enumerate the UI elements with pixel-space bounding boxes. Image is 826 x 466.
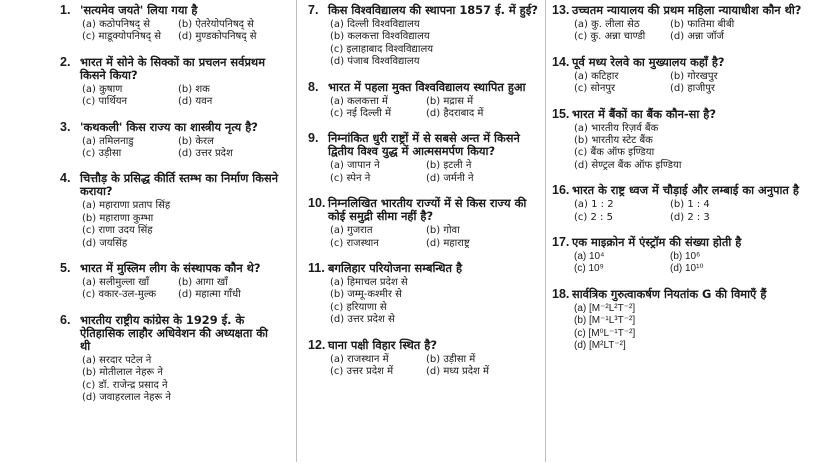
question-text: भारत में मुस्लिम लीग के संस्थापक कौन थे? <box>80 261 261 276</box>
answer-option: (c) माडूक्योपनिषद् से <box>82 31 161 43</box>
answer-option: (a) दिल्ली विश्वविद्यालय <box>330 19 420 30</box>
answer-options <box>60 19 280 44</box>
question-column-3 <box>552 0 822 466</box>
answer-options <box>552 303 822 353</box>
question-text: पूर्व मध्य रेलवे का मुख्यालय कहाँ है? <box>572 54 725 69</box>
answer-options <box>60 200 280 250</box>
question-block <box>308 4 538 69</box>
option-row <box>82 136 280 148</box>
question-block <box>552 56 822 96</box>
question-text: भारत में पहला मुक्त विश्वविद्यालय स्थापित हुआ <box>328 79 526 94</box>
question-text: निम्नांकित धुरी राष्ट्रों में से सबसे अन्त में किसने द्वितीय विश्व युद्ध में आत्मसमर्पण किया? <box>328 131 520 159</box>
question-number: 5. <box>60 261 71 276</box>
question-block <box>60 121 280 161</box>
question-header <box>552 4 822 17</box>
answer-option: (c) [M⁰L⁻¹T⁻²] <box>574 327 636 339</box>
answer-option: (b) गोवा <box>426 225 460 237</box>
answer-option: (b) महाराणा कुम्भा <box>82 212 154 224</box>
option-row <box>330 173 538 185</box>
answer-option: (d) 10¹⁰ <box>670 263 704 275</box>
question-block <box>552 288 822 353</box>
question-number: 9. <box>308 131 319 146</box>
question-text: घाना पक्षी विहार स्थित है? <box>328 337 437 352</box>
answer-options <box>60 136 280 161</box>
answer-option: (d) महात्मा गाँधी <box>178 289 241 301</box>
question-number: 1. <box>60 3 71 17</box>
answer-options <box>60 355 280 405</box>
question-text: भारत के राष्ट्र ध्वज में चौड़ाई और लम्बाई का अनुपात है <box>572 183 799 198</box>
question-number: 10. <box>308 196 326 211</box>
question-number: 3. <box>60 119 71 134</box>
question-block <box>552 236 822 276</box>
answer-option: (d) मुण्डकोपनिषद् से <box>178 31 257 43</box>
answer-option: (d) हाजीपुर <box>670 83 716 95</box>
answer-option: (b) [M⁻¹L³T⁻²] <box>574 315 636 327</box>
answer-option: (d) मध्य प्रदेश में <box>426 366 490 378</box>
answer-options <box>308 277 538 327</box>
answer-options <box>552 123 822 173</box>
answer-option: (b) केरल <box>178 135 214 147</box>
answer-option: (c) उत्तर प्रदेश में <box>330 366 394 378</box>
question-column-1 <box>60 0 280 466</box>
question-text: एक माइक्रोन में एंस्ट्रॉम की संख्या होती है <box>572 235 742 250</box>
answer-options <box>552 251 822 276</box>
option-row <box>82 96 280 108</box>
question-text: भारत में सोने के सिक्कों का प्रचलन सर्वप्रथम किसने किया? <box>80 54 266 82</box>
answer-option: (a) राजस्थान में <box>330 353 389 365</box>
option-row <box>82 84 280 96</box>
question-number: 15. <box>552 106 570 121</box>
question-text: भारत में बैंकों का बैंक कौन-सा है? <box>572 106 716 121</box>
column-divider <box>545 0 546 462</box>
answer-option: (a) कलकत्ता में <box>330 95 388 107</box>
question-number: 16. <box>552 183 570 198</box>
question-number: 6. <box>60 312 71 327</box>
answer-option: (a) [M⁻²L²T⁻²] <box>574 302 636 314</box>
answer-option: (a) सरदार पटेल ने <box>82 354 152 366</box>
question-number: 2. <box>60 54 71 69</box>
question-header <box>552 184 822 197</box>
answer-options <box>308 96 538 121</box>
question-block <box>308 197 538 250</box>
answer-option: (b) मद्रास में <box>426 95 474 107</box>
answer-option: (c) उड़ीसा <box>82 148 122 160</box>
answer-options <box>308 19 538 69</box>
answer-option: (c) 10⁹ <box>574 263 604 275</box>
answer-option: (c) वकार-उल-मुल्क <box>82 289 157 301</box>
question-header <box>308 4 538 17</box>
answer-option: (b) मोतीलाल नेहरू ने <box>82 367 163 379</box>
option-row <box>330 96 538 108</box>
option-row <box>574 212 822 224</box>
question-block <box>60 4 280 44</box>
question-number: 4. <box>60 171 71 186</box>
question-header <box>552 56 822 69</box>
question-header <box>308 132 538 158</box>
answer-option: (d) जयसिंह <box>82 237 128 249</box>
answer-option: (b) जम्मू-कश्मीर से <box>330 289 402 301</box>
question-block <box>308 132 538 185</box>
option-row <box>82 148 280 160</box>
answer-option: (b) 10⁶ <box>670 251 701 263</box>
answer-option: (a) कठोपनिषद् से <box>82 19 151 30</box>
answer-option: (c) सोनपुर <box>574 83 616 95</box>
question-header <box>308 339 538 352</box>
answer-options <box>60 84 280 109</box>
option-row <box>330 225 538 237</box>
answer-option: (a) 1 : 2 <box>574 199 614 211</box>
question-text: उच्चतम न्यायालय की प्रथम महिला न्यायाधीश कौन थी? <box>572 3 802 17</box>
answer-options <box>552 199 822 224</box>
answer-option: (b) उड़ीसा में <box>426 353 476 365</box>
question-block <box>60 314 280 405</box>
question-block <box>308 262 538 327</box>
answer-option: (b) शक <box>178 83 210 95</box>
option-row <box>82 277 280 289</box>
answer-option: (b) इटली ने <box>426 160 472 172</box>
answer-option: (b) कलकत्ता विश्वविद्यालय <box>330 31 430 43</box>
answer-option: (a) कु. लीला सेठ <box>574 19 640 30</box>
question-header <box>60 262 280 275</box>
question-header <box>60 314 280 353</box>
question-header <box>308 197 538 223</box>
answer-option: (d) यवन <box>178 96 213 108</box>
question-block <box>552 4 822 44</box>
question-number: 12. <box>308 337 326 352</box>
question-header <box>60 56 280 82</box>
answer-option: (a) गुजरात <box>330 225 373 237</box>
question-number: 18. <box>552 286 570 301</box>
option-row <box>574 251 822 263</box>
answer-option: (d) सेण्ट्रल बैंक ऑफ इण्डिया <box>574 159 682 171</box>
answer-option: (a) भारतीय रिज़र्व बैंक <box>574 122 659 134</box>
column-divider <box>296 0 297 462</box>
question-header <box>60 121 280 134</box>
option-row <box>82 19 280 31</box>
answer-option: (a) महाराणा प्रताप सिंह <box>82 200 171 212</box>
answer-option: (a) कटिहार <box>574 70 619 82</box>
answer-option: (c) हरियाणा से <box>330 301 387 313</box>
option-row <box>330 160 538 172</box>
question-text: निम्नलिखित भारतीय राज्यों में से किस राज्य की कोई समुद्री सीमा नहीं है? <box>328 196 527 224</box>
question-number: 17. <box>552 235 570 250</box>
question-block <box>60 172 280 250</box>
answer-option: (a) 10⁴ <box>574 251 605 263</box>
option-row <box>574 19 822 31</box>
option-row <box>330 238 538 250</box>
question-number: 7. <box>308 3 319 17</box>
answer-option: (b) आगा खाँ <box>178 277 228 289</box>
answer-option: (d) अन्ना जॉर्ज <box>670 31 724 43</box>
question-text: बगलिहार परियोजना सम्बन्धित है <box>328 261 463 276</box>
option-row <box>82 31 280 43</box>
option-row <box>574 71 822 83</box>
option-row <box>574 199 822 211</box>
question-header <box>308 81 538 94</box>
answer-option: (a) कुषाण <box>82 83 123 95</box>
question-text: भारतीय राष्ट्रीय कांग्रेस के 1929 ई. के ऐतिहासिक लाहौर अधिवेशन की अध्यक्षता की थी <box>80 312 268 353</box>
answer-option: (b) ऐतरेयोपनिषद् से <box>178 19 254 30</box>
option-row <box>574 263 822 275</box>
answer-option: (a) सलीमुल्ला खाँ <box>82 277 150 289</box>
answer-option: (d) पंजाब विश्वविद्यालय <box>330 56 420 68</box>
answer-options <box>552 71 822 96</box>
option-row <box>330 354 538 366</box>
answer-option: (b) 1 : 4 <box>670 199 710 211</box>
question-column-2 <box>308 0 538 466</box>
answer-option: (c) स्पेन ने <box>330 172 371 184</box>
question-block <box>60 262 280 302</box>
question-text: सार्वत्रिक गुरुत्वाकर्षण नियतांक G की विमाएँ हैं <box>572 286 767 301</box>
question-block <box>308 81 538 121</box>
question-text: 'सत्यमेव जयते' लिया गया है <box>80 3 198 17</box>
question-block <box>60 56 280 109</box>
answer-option: (b) फातिमा बीबी <box>670 19 735 30</box>
answer-option: (c) बैंक ऑफ इण्डिया <box>574 147 655 159</box>
question-header <box>60 172 280 198</box>
answer-option: (d) हैदराबाद में <box>426 108 484 120</box>
question-number: 13. <box>552 3 570 17</box>
question-block <box>552 184 822 224</box>
question-text: 'कथकली' किस राज्य का शास्त्रीय नृत्य है? <box>80 119 258 134</box>
question-header <box>60 4 280 17</box>
answer-option: (a) तमिलनाडु <box>82 135 134 147</box>
question-number: 8. <box>308 79 319 94</box>
answer-options <box>308 354 538 379</box>
question-text: चित्तौड़ के प्रसिद्ध कीर्ति स्तम्भ का निर्माण किसने कराया? <box>80 171 279 199</box>
option-row <box>574 31 822 43</box>
answer-option: (c) इलाहाबाद विश्वविद्यालय <box>330 43 434 55</box>
answer-options <box>552 19 822 44</box>
answer-option: (c) डॉ. राजेन्द्र प्रसाद ने <box>82 379 168 391</box>
question-header <box>552 236 822 249</box>
answer-option: (c) नई दिल्ली में <box>330 108 392 120</box>
answer-option: (a) हिमाचल प्रदेश से <box>330 277 408 289</box>
answer-option: (b) भारतीय स्टेट बैंक <box>574 135 653 147</box>
question-header <box>308 262 538 275</box>
answer-option: (d) उत्तर प्रदेश से <box>330 314 395 326</box>
question-header <box>552 108 822 121</box>
question-header <box>552 288 822 301</box>
answer-options <box>308 160 538 185</box>
answer-option: (b) गोरखपुर <box>670 70 718 82</box>
option-row <box>330 108 538 120</box>
question-block <box>308 339 538 379</box>
answer-option: (c) कु. अन्ना चाण्डी <box>574 31 646 43</box>
answer-option: (d) 2 : 3 <box>670 211 710 223</box>
question-block <box>552 108 822 173</box>
answer-options <box>308 225 538 250</box>
answer-option: (a) जापान ने <box>330 160 380 172</box>
answer-option: (c) पार्थियन <box>82 96 128 108</box>
option-row <box>574 83 822 95</box>
question-text: किस विश्वविद्यालय की स्थापना 1857 ई. में हुई? <box>328 3 538 17</box>
answer-option: (c) राजस्थान <box>330 237 379 249</box>
answer-option: (c) राणा उदय सिंह <box>82 225 153 237</box>
answer-option: (d) [M²LT⁻²] <box>574 340 626 352</box>
question-number: 11. <box>308 261 325 276</box>
question-number: 14. <box>552 54 570 69</box>
answer-option: (d) उत्तर प्रदेश <box>178 148 233 160</box>
answer-option: (d) जवाहरलाल नेहरू ने <box>82 392 171 404</box>
option-row <box>82 289 280 301</box>
answer-option: (d) जर्मनी ने <box>426 172 474 184</box>
option-row <box>330 366 538 378</box>
answer-option: (d) महाराष्ट्र <box>426 237 470 249</box>
answer-options <box>60 277 280 302</box>
answer-option: (c) 2 : 5 <box>574 211 613 223</box>
